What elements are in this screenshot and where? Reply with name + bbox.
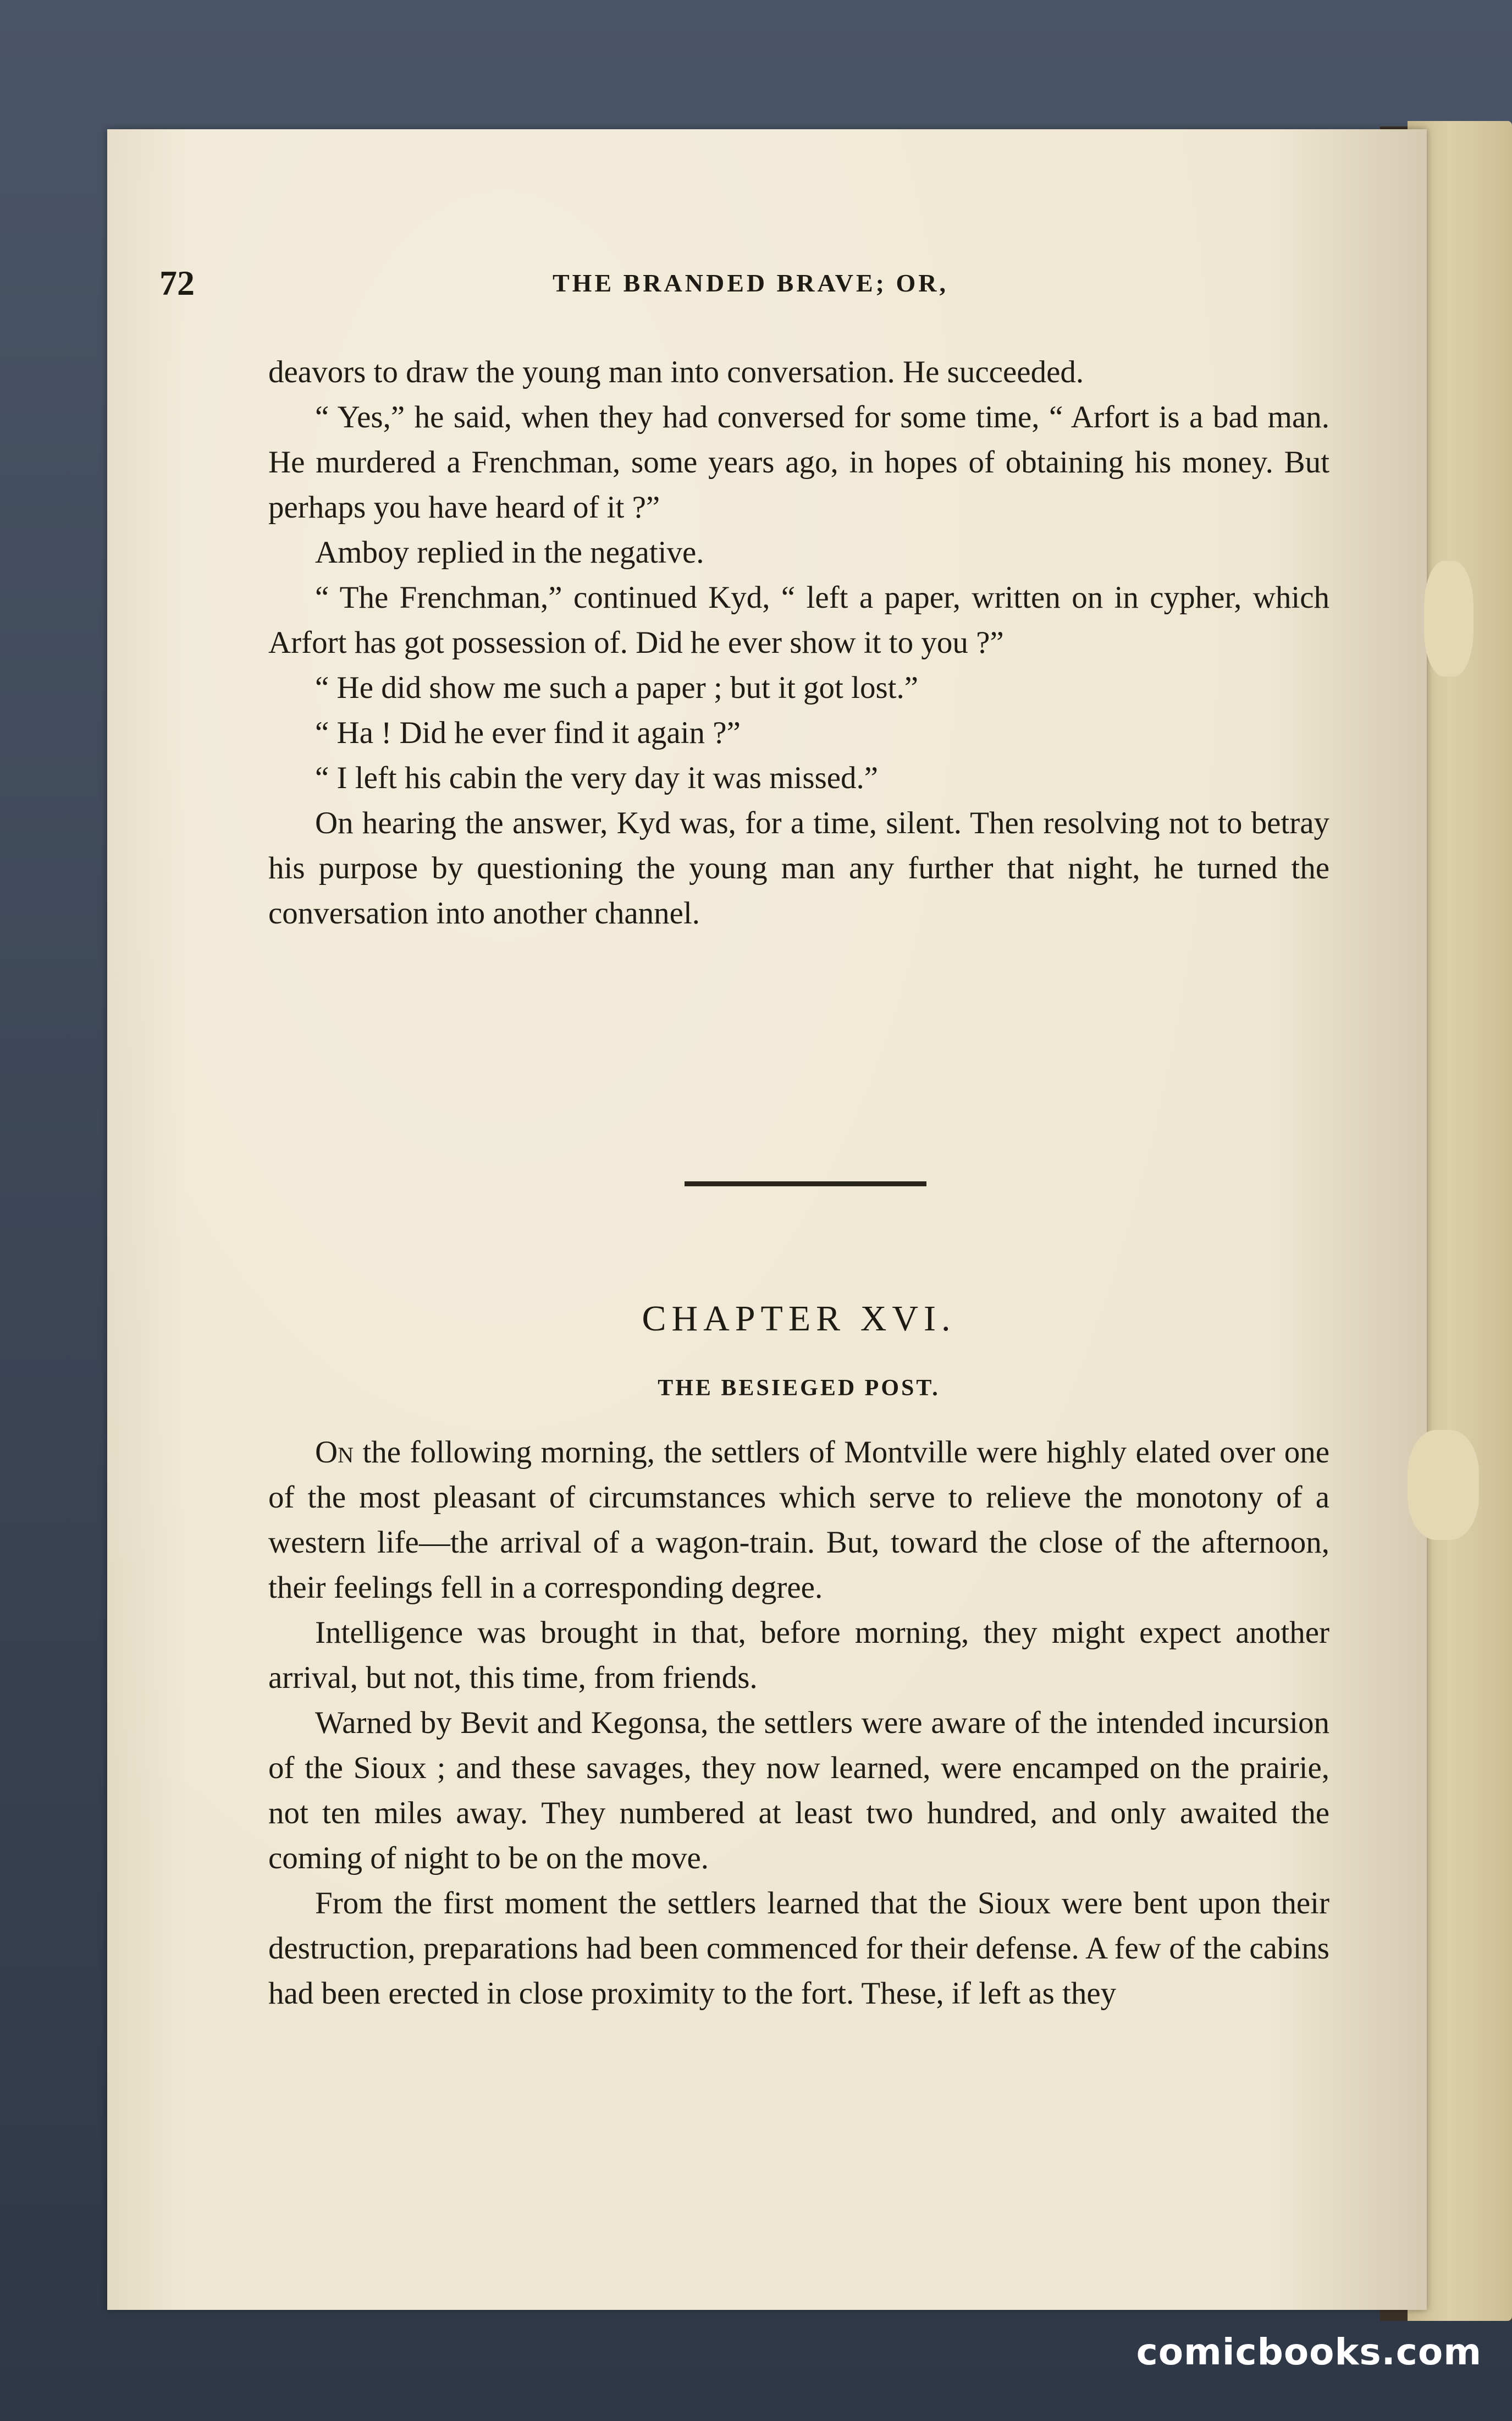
body-text-chapter bbox=[268, 1430, 1329, 2016]
body-text-top bbox=[268, 350, 1329, 936]
page-tear bbox=[1408, 1430, 1479, 1540]
paragraph: Warned by Bevit and Kegonsa, the settlers were aware of the intended incursion of the Sioux ; and these savages, they now learned, were encamped on the prairie, not ten miles away. They numbered at least two hundred, and only awaited the coming of night to be on the move. bbox=[268, 1705, 1329, 1875]
section-divider bbox=[685, 1181, 926, 1186]
paragraph bbox=[268, 1430, 1329, 1610]
paragraph-text: the following morning, the settlers of Montville were highly elated over one of the most pleasant of circumstances which serve to relieve the monotony of a western life—the arrival of a wagon-train. But, toward the close of the afternoon, their feelings fell in a corresponding degree. bbox=[268, 1435, 1329, 1605]
paragraph: Intelligence was brought in that, before morning, they might expect another arrival, but not, this time, from friends. bbox=[268, 1615, 1329, 1695]
running-title: THE BRANDED BRAVE; OR, bbox=[552, 269, 949, 297]
paragraph: “ Ha ! Did he ever find it again ?” bbox=[315, 716, 741, 750]
paragraph: Amboy replied in the negative. bbox=[315, 535, 704, 570]
paragraph: On hearing the answer, Kyd was, for a time, silent. Then resolving not to betray his purpose by questioning the young man any further that night, he turned the conversation into another channel. bbox=[268, 806, 1329, 931]
paragraph: From the first moment the settlers learned that the Sioux were bent upon their destruction, preparations had been commenced for their defense. A few of the cabins had been erected in close proximity to the fort. These, if left as they bbox=[268, 1886, 1329, 2011]
page-tear bbox=[1424, 561, 1474, 676]
running-head bbox=[159, 263, 1342, 307]
chapter-heading: CHAPTER XVI. bbox=[642, 1298, 956, 1339]
chapter-title: THE BESIEGED POST. bbox=[658, 1375, 940, 1401]
site-watermark: comicbooks.com bbox=[1136, 2331, 1482, 2373]
paragraph: deavors to draw the young man into conversation. He succeeded. bbox=[268, 355, 1084, 389]
paragraph: “ The Frenchman,” continued Kyd, “ left a paper, written on in cypher, which Arfort has got possession of. Did he ever show it to you ?” bbox=[268, 580, 1329, 660]
page-number: 72 bbox=[159, 263, 195, 302]
chapter-first-word: On bbox=[315, 1435, 354, 1470]
paragraph: “ Yes,” he said, when they had conversed for some time, “ Arfort is a bad man. He murdered a Frenchman, some years ago, in hopes of obtaining his money. But perhaps you have heard of it ?” bbox=[268, 400, 1329, 525]
paragraph: “ I left his cabin the very day it was missed.” bbox=[315, 761, 879, 795]
paragraph: “ He did show me such a paper ; but it got lost.” bbox=[315, 670, 919, 705]
